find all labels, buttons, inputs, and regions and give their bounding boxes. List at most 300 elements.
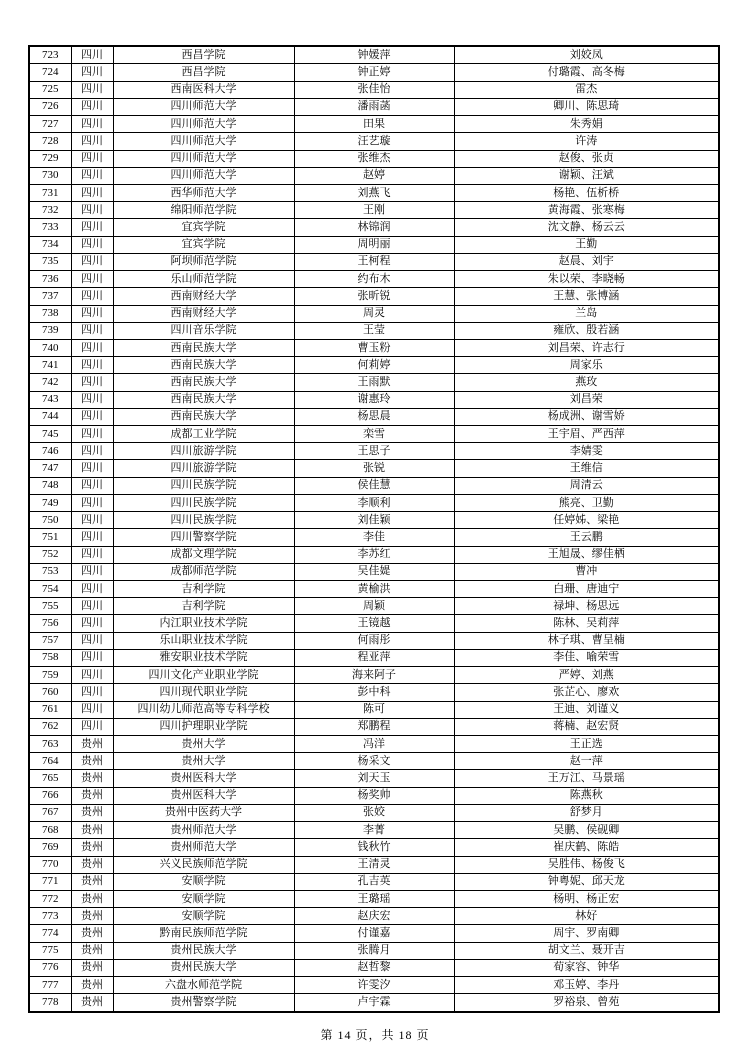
row-number-cell: 723 bbox=[29, 46, 71, 64]
student-name-cell: 钟正婷 bbox=[294, 64, 454, 81]
province-cell: 四川 bbox=[71, 322, 113, 339]
student-name-cell: 钟媛萍 bbox=[294, 46, 454, 64]
row-number-cell: 724 bbox=[29, 64, 71, 81]
table-row bbox=[29, 787, 719, 804]
mentors-cell: 王慧、张博涵 bbox=[454, 288, 719, 305]
mentors-cell: 罗裕泉、曾苑 bbox=[454, 994, 719, 1012]
student-name-cell: 侯佳慧 bbox=[294, 477, 454, 494]
province-cell: 贵州 bbox=[71, 925, 113, 942]
mentors-cell: 禄坤、杨思远 bbox=[454, 598, 719, 615]
table-row bbox=[29, 202, 719, 219]
student-name-cell: 刘燕飞 bbox=[294, 184, 454, 201]
school-cell: 西华师范大学 bbox=[113, 184, 294, 201]
table-row bbox=[29, 959, 719, 976]
table-row bbox=[29, 770, 719, 787]
row-number-cell: 737 bbox=[29, 288, 71, 305]
row-number-cell: 767 bbox=[29, 804, 71, 821]
table-row bbox=[29, 494, 719, 511]
row-number-cell: 740 bbox=[29, 339, 71, 356]
student-name-cell: 杨采文 bbox=[294, 753, 454, 770]
row-number-cell: 775 bbox=[29, 942, 71, 959]
mentors-cell: 曹冲 bbox=[454, 563, 719, 580]
mentors-cell: 王宇眉、严西萍 bbox=[454, 426, 719, 443]
student-name-cell: 杨奖帅 bbox=[294, 787, 454, 804]
school-cell: 成都师范学院 bbox=[113, 563, 294, 580]
row-number-cell: 754 bbox=[29, 581, 71, 598]
student-name-cell: 杨思晨 bbox=[294, 408, 454, 425]
school-cell: 西昌学院 bbox=[113, 64, 294, 81]
table-row bbox=[29, 615, 719, 632]
row-number-cell: 748 bbox=[29, 477, 71, 494]
mentors-cell: 胡文兰、聂开吉 bbox=[454, 942, 719, 959]
school-cell: 四川师范大学 bbox=[113, 133, 294, 150]
province-cell: 四川 bbox=[71, 443, 113, 460]
student-name-cell: 张昕锐 bbox=[294, 288, 454, 305]
table-row bbox=[29, 718, 719, 735]
province-cell: 贵州 bbox=[71, 804, 113, 821]
table-row bbox=[29, 890, 719, 907]
province-cell: 贵州 bbox=[71, 787, 113, 804]
table-row bbox=[29, 150, 719, 167]
row-number-cell: 761 bbox=[29, 701, 71, 718]
row-number-cell: 766 bbox=[29, 787, 71, 804]
student-name-cell: 刘天玉 bbox=[294, 770, 454, 787]
row-number-cell: 749 bbox=[29, 494, 71, 511]
table-row bbox=[29, 667, 719, 684]
student-name-cell: 王璐瑶 bbox=[294, 890, 454, 907]
province-cell: 四川 bbox=[71, 615, 113, 632]
province-cell: 四川 bbox=[71, 563, 113, 580]
student-name-cell: 周明丽 bbox=[294, 236, 454, 253]
row-number-cell: 738 bbox=[29, 305, 71, 322]
province-cell: 贵州 bbox=[71, 942, 113, 959]
school-cell: 四川民族学院 bbox=[113, 494, 294, 511]
table-row bbox=[29, 271, 719, 288]
student-name-cell: 曹玉粉 bbox=[294, 339, 454, 356]
row-number-cell: 758 bbox=[29, 649, 71, 666]
student-name-cell: 王柯程 bbox=[294, 253, 454, 270]
table-row bbox=[29, 253, 719, 270]
table-row bbox=[29, 546, 719, 563]
table-row bbox=[29, 81, 719, 98]
mentors-cell: 吴鹏、侯砚卿 bbox=[454, 822, 719, 839]
table-row bbox=[29, 598, 719, 615]
school-cell: 西南医科大学 bbox=[113, 81, 294, 98]
student-name-cell: 刘佳颖 bbox=[294, 512, 454, 529]
school-cell: 四川护理职业学院 bbox=[113, 718, 294, 735]
province-cell: 贵州 bbox=[71, 873, 113, 890]
student-name-cell: 冯洋 bbox=[294, 735, 454, 752]
province-cell: 四川 bbox=[71, 426, 113, 443]
province-cell: 四川 bbox=[71, 529, 113, 546]
student-name-cell: 王刚 bbox=[294, 202, 454, 219]
province-cell: 四川 bbox=[71, 167, 113, 184]
school-cell: 贵州大学 bbox=[113, 735, 294, 752]
table-row bbox=[29, 804, 719, 821]
student-name-cell: 周颖 bbox=[294, 598, 454, 615]
row-number-cell: 730 bbox=[29, 167, 71, 184]
student-name-cell: 李菁 bbox=[294, 822, 454, 839]
student-name-cell: 卢宇霖 bbox=[294, 994, 454, 1012]
province-cell: 四川 bbox=[71, 546, 113, 563]
row-number-cell: 773 bbox=[29, 908, 71, 925]
student-name-cell: 张腾月 bbox=[294, 942, 454, 959]
table-row bbox=[29, 357, 719, 374]
row-number-cell: 750 bbox=[29, 512, 71, 529]
mentors-cell: 钟粤妮、邱天龙 bbox=[454, 873, 719, 890]
row-number-cell: 727 bbox=[29, 116, 71, 133]
school-cell: 宜宾学院 bbox=[113, 219, 294, 236]
table-row bbox=[29, 322, 719, 339]
mentors-cell: 邓玉婷、李丹 bbox=[454, 977, 719, 994]
row-number-cell: 760 bbox=[29, 684, 71, 701]
table-row bbox=[29, 288, 719, 305]
row-number-cell: 746 bbox=[29, 443, 71, 460]
row-number-cell: 744 bbox=[29, 408, 71, 425]
province-cell: 四川 bbox=[71, 494, 113, 511]
mentors-cell: 赵俊、张贞 bbox=[454, 150, 719, 167]
table-row bbox=[29, 167, 719, 184]
mentors-cell: 陈燕秋 bbox=[454, 787, 719, 804]
province-cell: 贵州 bbox=[71, 753, 113, 770]
row-number-cell: 778 bbox=[29, 994, 71, 1012]
school-cell: 西南财经大学 bbox=[113, 305, 294, 322]
mentors-cell: 严婷、刘燕 bbox=[454, 667, 719, 684]
row-number-cell: 771 bbox=[29, 873, 71, 890]
student-name-cell: 林锦润 bbox=[294, 219, 454, 236]
province-cell: 四川 bbox=[71, 701, 113, 718]
student-name-cell: 潘雨菡 bbox=[294, 98, 454, 115]
province-cell: 四川 bbox=[71, 649, 113, 666]
row-number-cell: 733 bbox=[29, 219, 71, 236]
school-cell: 贵州医科大学 bbox=[113, 787, 294, 804]
table-row bbox=[29, 529, 719, 546]
school-cell: 西南民族大学 bbox=[113, 391, 294, 408]
student-name-cell: 赵婷 bbox=[294, 167, 454, 184]
mentors-cell: 周清云 bbox=[454, 477, 719, 494]
school-cell: 四川音乐学院 bbox=[113, 322, 294, 339]
school-cell: 阿坝师范学院 bbox=[113, 253, 294, 270]
province-cell: 四川 bbox=[71, 150, 113, 167]
mentors-cell: 杨明、杨正宏 bbox=[454, 890, 719, 907]
page-number: 第 14 页，共 18 页 bbox=[320, 1028, 430, 1042]
student-name-cell: 谢惠玲 bbox=[294, 391, 454, 408]
student-name-cell: 何雨彤 bbox=[294, 632, 454, 649]
table-row bbox=[29, 753, 719, 770]
mentors-cell: 张芷心、廖欢 bbox=[454, 684, 719, 701]
province-cell: 四川 bbox=[71, 236, 113, 253]
row-number-cell: 776 bbox=[29, 959, 71, 976]
mentors-cell: 陈林、吴莉萍 bbox=[454, 615, 719, 632]
school-cell: 成都工业学院 bbox=[113, 426, 294, 443]
province-cell: 四川 bbox=[71, 98, 113, 115]
row-number-cell: 728 bbox=[29, 133, 71, 150]
mentors-cell: 李佳、喻荣雪 bbox=[454, 649, 719, 666]
school-cell: 贵州警察学院 bbox=[113, 994, 294, 1012]
school-cell: 内江职业技术学院 bbox=[113, 615, 294, 632]
school-cell: 西南民族大学 bbox=[113, 357, 294, 374]
mentors-cell: 王维信 bbox=[454, 460, 719, 477]
table-row bbox=[29, 305, 719, 322]
student-name-cell: 钱秋竹 bbox=[294, 839, 454, 856]
province-cell: 四川 bbox=[71, 116, 113, 133]
school-cell: 吉利学院 bbox=[113, 598, 294, 615]
student-name-cell: 何莉婷 bbox=[294, 357, 454, 374]
row-number-cell: 729 bbox=[29, 150, 71, 167]
table-row bbox=[29, 64, 719, 81]
school-cell: 西昌学院 bbox=[113, 46, 294, 64]
table-row bbox=[29, 563, 719, 580]
school-cell: 四川师范大学 bbox=[113, 150, 294, 167]
student-name-cell: 张姣 bbox=[294, 804, 454, 821]
province-cell: 四川 bbox=[71, 202, 113, 219]
mentors-cell: 谢颖、汪斌 bbox=[454, 167, 719, 184]
student-name-cell: 李苏红 bbox=[294, 546, 454, 563]
student-name-cell: 王思子 bbox=[294, 443, 454, 460]
student-name-cell: 许雯汐 bbox=[294, 977, 454, 994]
province-cell: 贵州 bbox=[71, 770, 113, 787]
mentors-cell: 杨艳、伍析桥 bbox=[454, 184, 719, 201]
province-cell: 四川 bbox=[71, 46, 113, 64]
school-cell: 贵州师范大学 bbox=[113, 822, 294, 839]
table-row bbox=[29, 925, 719, 942]
student-name-cell: 赵哲黎 bbox=[294, 959, 454, 976]
province-cell: 四川 bbox=[71, 684, 113, 701]
table-row bbox=[29, 856, 719, 873]
school-cell: 四川幼儿师范高等专科学校 bbox=[113, 701, 294, 718]
mentors-cell: 刘昌荣 bbox=[454, 391, 719, 408]
table-row bbox=[29, 133, 719, 150]
school-cell: 四川现代职业学院 bbox=[113, 684, 294, 701]
school-cell: 贵州大学 bbox=[113, 753, 294, 770]
table-row bbox=[29, 98, 719, 115]
mentors-cell: 赵晨、刘宇 bbox=[454, 253, 719, 270]
row-number-cell: 725 bbox=[29, 81, 71, 98]
school-cell: 六盘水师范学院 bbox=[113, 977, 294, 994]
row-number-cell: 770 bbox=[29, 856, 71, 873]
row-number-cell: 756 bbox=[29, 615, 71, 632]
student-name-cell: 王莹 bbox=[294, 322, 454, 339]
student-name-cell: 陈可 bbox=[294, 701, 454, 718]
province-cell: 四川 bbox=[71, 581, 113, 598]
mentors-cell: 朱秀娟 bbox=[454, 116, 719, 133]
province-cell: 贵州 bbox=[71, 908, 113, 925]
school-cell: 安顺学院 bbox=[113, 908, 294, 925]
school-cell: 四川师范大学 bbox=[113, 116, 294, 133]
province-cell: 四川 bbox=[71, 667, 113, 684]
table-row bbox=[29, 116, 719, 133]
mentors-cell: 王勤 bbox=[454, 236, 719, 253]
table-row bbox=[29, 873, 719, 890]
table-row bbox=[29, 236, 719, 253]
school-cell: 吉利学院 bbox=[113, 581, 294, 598]
row-number-cell: 753 bbox=[29, 563, 71, 580]
mentors-cell: 林好 bbox=[454, 908, 719, 925]
province-cell: 四川 bbox=[71, 184, 113, 201]
province-cell: 四川 bbox=[71, 288, 113, 305]
table-row bbox=[29, 735, 719, 752]
table-row bbox=[29, 684, 719, 701]
table-row bbox=[29, 512, 719, 529]
student-name-cell: 张锐 bbox=[294, 460, 454, 477]
table-row bbox=[29, 339, 719, 356]
row-number-cell: 765 bbox=[29, 770, 71, 787]
mentors-cell: 许涛 bbox=[454, 133, 719, 150]
student-name-cell: 田果 bbox=[294, 116, 454, 133]
mentors-cell: 熊亮、卫勤 bbox=[454, 494, 719, 511]
province-cell: 四川 bbox=[71, 408, 113, 425]
province-cell: 四川 bbox=[71, 598, 113, 615]
table-row bbox=[29, 219, 719, 236]
student-name-cell: 付谨嘉 bbox=[294, 925, 454, 942]
student-name-cell: 李佳 bbox=[294, 529, 454, 546]
row-number-cell: 752 bbox=[29, 546, 71, 563]
row-number-cell: 769 bbox=[29, 839, 71, 856]
table-row bbox=[29, 391, 719, 408]
row-number-cell: 747 bbox=[29, 460, 71, 477]
mentors-cell: 燕玫 bbox=[454, 374, 719, 391]
mentors-cell: 吴胜伟、杨俊飞 bbox=[454, 856, 719, 873]
mentors-cell: 王正选 bbox=[454, 735, 719, 752]
school-cell: 四川师范大学 bbox=[113, 98, 294, 115]
province-cell: 四川 bbox=[71, 374, 113, 391]
mentors-cell: 刘昌荣、许志行 bbox=[454, 339, 719, 356]
mentors-cell: 林子琪、曹呈楠 bbox=[454, 632, 719, 649]
student-name-cell: 程亚萍 bbox=[294, 649, 454, 666]
mentors-cell: 李婧雯 bbox=[454, 443, 719, 460]
student-name-cell: 郑鹏程 bbox=[294, 718, 454, 735]
province-cell: 四川 bbox=[71, 64, 113, 81]
school-cell: 安顺学院 bbox=[113, 873, 294, 890]
table-row bbox=[29, 581, 719, 598]
table-row bbox=[29, 942, 719, 959]
province-cell: 贵州 bbox=[71, 890, 113, 907]
table-row bbox=[29, 994, 719, 1012]
row-number-cell: 732 bbox=[29, 202, 71, 219]
mentors-cell: 沈文静、杨云云 bbox=[454, 219, 719, 236]
school-cell: 乐山职业技术学院 bbox=[113, 632, 294, 649]
school-cell: 四川民族学院 bbox=[113, 477, 294, 494]
province-cell: 贵州 bbox=[71, 994, 113, 1012]
school-cell: 西南民族大学 bbox=[113, 374, 294, 391]
row-number-cell: 763 bbox=[29, 735, 71, 752]
school-cell: 贵州民族大学 bbox=[113, 942, 294, 959]
table-row bbox=[29, 46, 719, 64]
school-cell: 绵阳师范学院 bbox=[113, 202, 294, 219]
table-row bbox=[29, 908, 719, 925]
row-number-cell: 755 bbox=[29, 598, 71, 615]
student-name-cell: 李顺利 bbox=[294, 494, 454, 511]
school-cell: 雅安职业技术学院 bbox=[113, 649, 294, 666]
row-number-cell: 741 bbox=[29, 357, 71, 374]
province-cell: 四川 bbox=[71, 219, 113, 236]
mentors-cell: 雷杰 bbox=[454, 81, 719, 98]
province-cell: 四川 bbox=[71, 477, 113, 494]
table-row bbox=[29, 977, 719, 994]
school-cell: 四川旅游学院 bbox=[113, 443, 294, 460]
province-cell: 贵州 bbox=[71, 822, 113, 839]
student-name-cell: 约布木 bbox=[294, 271, 454, 288]
table-row bbox=[29, 632, 719, 649]
school-cell: 西南民族大学 bbox=[113, 339, 294, 356]
province-cell: 四川 bbox=[71, 253, 113, 270]
school-cell: 西南财经大学 bbox=[113, 288, 294, 305]
row-number-cell: 759 bbox=[29, 667, 71, 684]
school-cell: 贵州中医药大学 bbox=[113, 804, 294, 821]
mentors-cell: 崔庆鹤、陈皓 bbox=[454, 839, 719, 856]
row-number-cell: 742 bbox=[29, 374, 71, 391]
school-cell: 西南民族大学 bbox=[113, 408, 294, 425]
mentors-cell: 王云鹏 bbox=[454, 529, 719, 546]
school-cell: 黔南民族师范学院 bbox=[113, 925, 294, 942]
school-cell: 四川文化产业职业学院 bbox=[113, 667, 294, 684]
row-number-cell: 764 bbox=[29, 753, 71, 770]
school-cell: 兴义民族师范学院 bbox=[113, 856, 294, 873]
mentors-cell: 舒梦月 bbox=[454, 804, 719, 821]
mentors-cell: 任婷姊、梁艳 bbox=[454, 512, 719, 529]
province-cell: 四川 bbox=[71, 718, 113, 735]
row-number-cell: 772 bbox=[29, 890, 71, 907]
table-row bbox=[29, 839, 719, 856]
student-name-cell: 张维杰 bbox=[294, 150, 454, 167]
student-name-cell: 吴佳媞 bbox=[294, 563, 454, 580]
mentors-cell: 兰岛 bbox=[454, 305, 719, 322]
student-name-cell: 周灵 bbox=[294, 305, 454, 322]
mentors-cell: 周宇、罗南卿 bbox=[454, 925, 719, 942]
student-name-cell: 王雨默 bbox=[294, 374, 454, 391]
province-cell: 四川 bbox=[71, 305, 113, 322]
student-name-cell: 孔吉英 bbox=[294, 873, 454, 890]
mentors-cell: 卿川、陈思琦 bbox=[454, 98, 719, 115]
table-row bbox=[29, 701, 719, 718]
awards-table bbox=[28, 45, 720, 1013]
school-cell: 贵州民族大学 bbox=[113, 959, 294, 976]
row-number-cell: 734 bbox=[29, 236, 71, 253]
mentors-cell: 赵一萍 bbox=[454, 753, 719, 770]
mentors-cell: 黄海霞、张寒梅 bbox=[454, 202, 719, 219]
mentors-cell: 刘姣凤 bbox=[454, 46, 719, 64]
province-cell: 四川 bbox=[71, 339, 113, 356]
table-row bbox=[29, 408, 719, 425]
table-row bbox=[29, 443, 719, 460]
row-number-cell: 777 bbox=[29, 977, 71, 994]
table-row bbox=[29, 822, 719, 839]
row-number-cell: 735 bbox=[29, 253, 71, 270]
mentors-cell: 周家乐 bbox=[454, 357, 719, 374]
row-number-cell: 743 bbox=[29, 391, 71, 408]
mentors-cell: 朱以荣、李晓畅 bbox=[454, 271, 719, 288]
province-cell: 四川 bbox=[71, 357, 113, 374]
school-cell: 四川民族学院 bbox=[113, 512, 294, 529]
mentors-cell: 王旭晟、缪佳栖 bbox=[454, 546, 719, 563]
row-number-cell: 774 bbox=[29, 925, 71, 942]
province-cell: 贵州 bbox=[71, 839, 113, 856]
school-cell: 四川旅游学院 bbox=[113, 460, 294, 477]
student-name-cell: 王镜越 bbox=[294, 615, 454, 632]
row-number-cell: 739 bbox=[29, 322, 71, 339]
student-name-cell: 栾雪 bbox=[294, 426, 454, 443]
mentors-cell: 荀家容、钟华 bbox=[454, 959, 719, 976]
province-cell: 贵州 bbox=[71, 959, 113, 976]
mentors-cell: 王万江、马景瑶 bbox=[454, 770, 719, 787]
province-cell: 四川 bbox=[71, 81, 113, 98]
province-cell: 贵州 bbox=[71, 977, 113, 994]
row-number-cell: 768 bbox=[29, 822, 71, 839]
mentors-cell: 雍欣、殷若涵 bbox=[454, 322, 719, 339]
row-number-cell: 751 bbox=[29, 529, 71, 546]
province-cell: 四川 bbox=[71, 460, 113, 477]
province-cell: 四川 bbox=[71, 391, 113, 408]
